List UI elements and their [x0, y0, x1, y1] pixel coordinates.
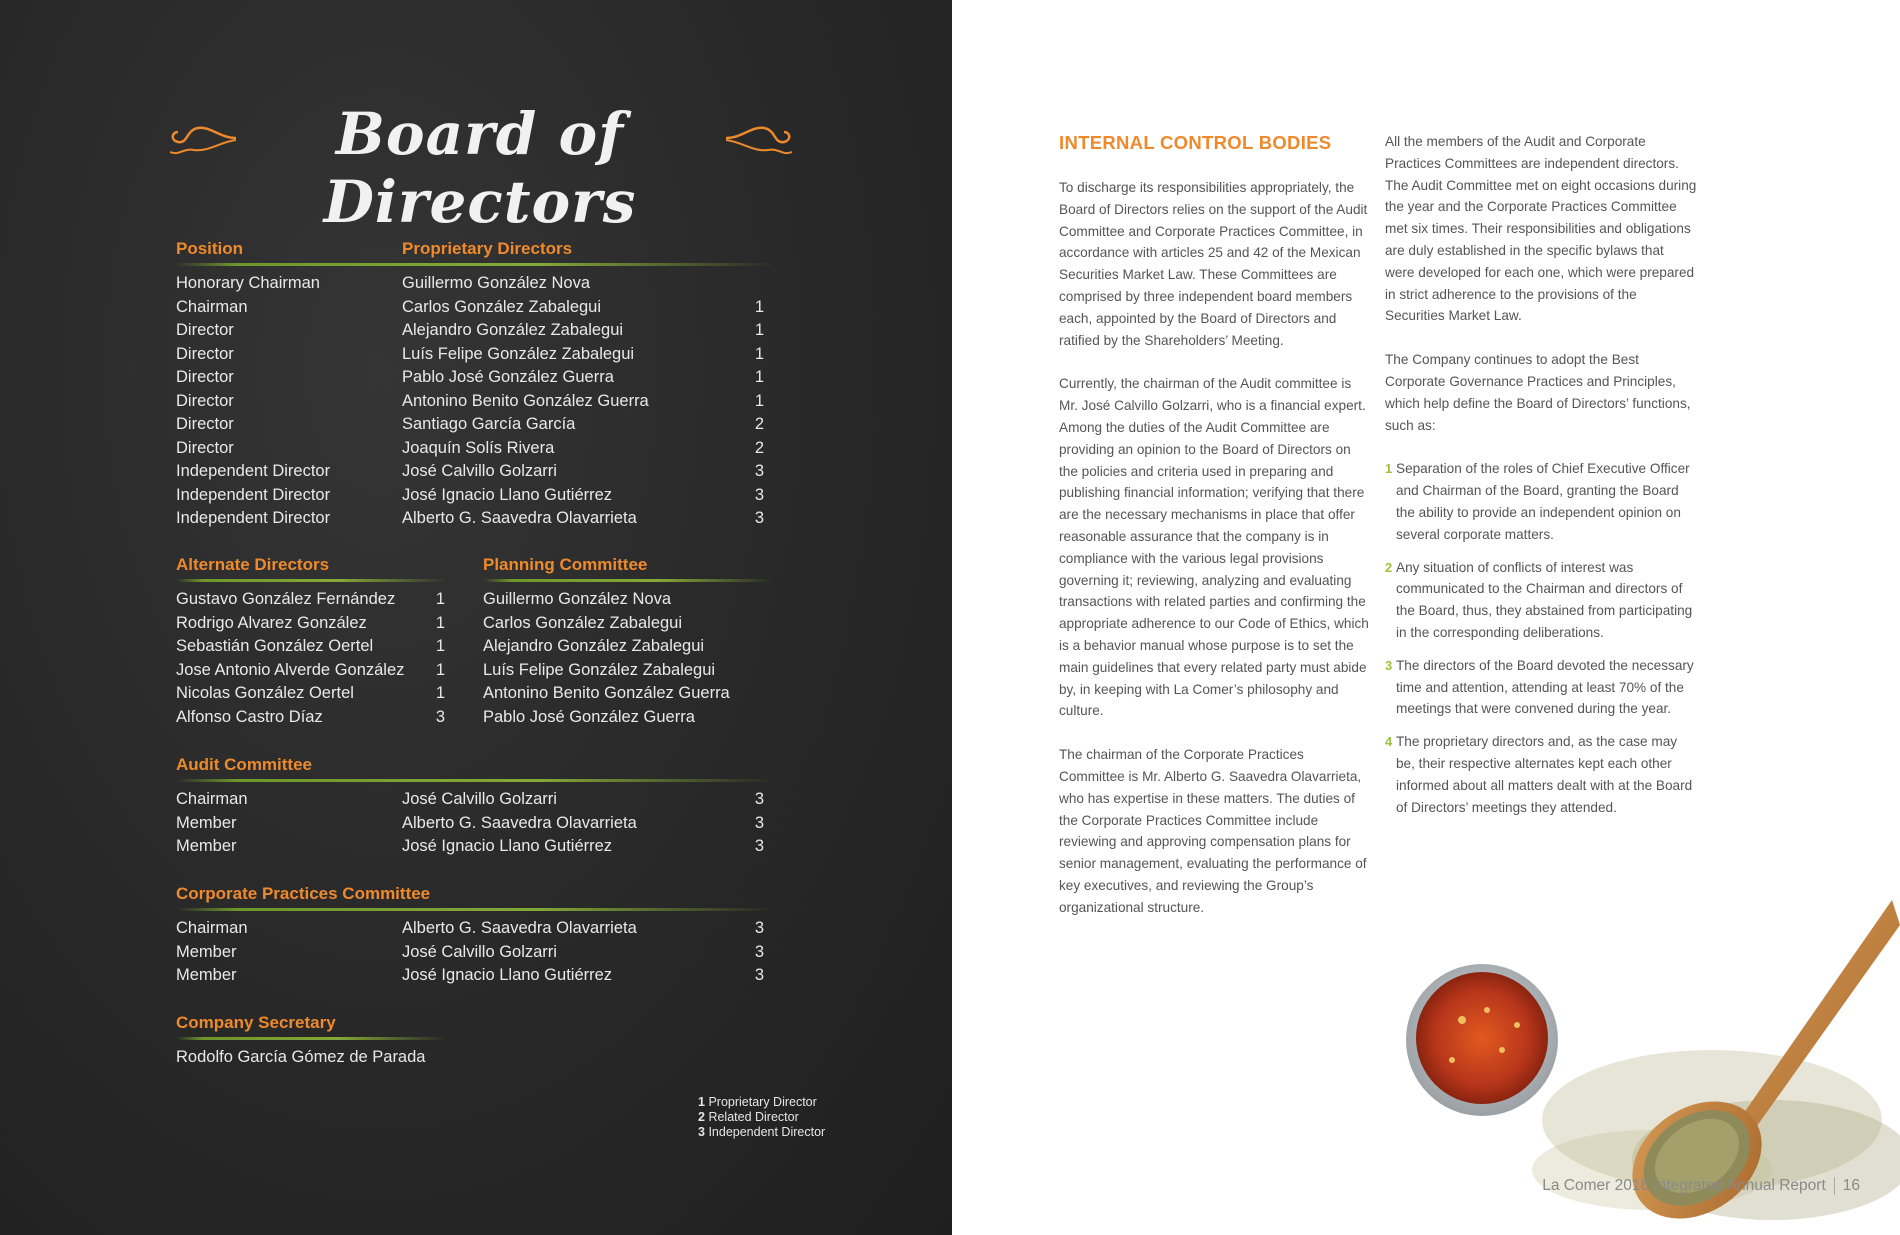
table-row — [176, 413, 776, 437]
table-row — [483, 706, 773, 730]
table-row — [176, 507, 776, 531]
proprietary-directors-header: Proprietary Directors — [402, 239, 573, 258]
list-item: 4 The proprietary directors and, as the case may be, their respective alternates kept each other informed about all matters dealt with at the Board of Directors’ meetings they attended. — [1385, 734, 1693, 815]
section-rule — [176, 263, 776, 266]
position-cell: Honorary Chairman — [176, 274, 320, 292]
director-type-code: 1 — [435, 590, 445, 608]
section-rule — [483, 579, 773, 582]
table-row — [483, 588, 773, 612]
report-name: La Comer 2018 Integrated Annual Report — [1542, 1177, 1826, 1195]
director-type-code: 3 — [754, 485, 764, 504]
alternate-directors-header: Alternate Directors — [176, 555, 330, 574]
table-row — [483, 635, 773, 659]
director-name-cell: Pablo José González Guerra — [402, 368, 614, 386]
director-name-cell: Luís Felipe González Zabalegui — [402, 344, 635, 363]
left-swirl-ornament — [160, 118, 238, 160]
director-type-code: 1 — [435, 660, 445, 679]
position-cell: Director — [176, 368, 234, 386]
director-type-code: 1 — [754, 344, 764, 363]
director-type-code: 1 — [754, 368, 764, 386]
member-name-cell: Pablo José González Guerra — [483, 707, 695, 726]
position-cell: Independent Director — [176, 485, 331, 504]
text-column-2 — [1385, 131, 1697, 829]
section-title: INTERNAL CONTROL BODIES — [1059, 132, 1332, 153]
position-cell: Director — [176, 438, 234, 457]
table-row — [176, 437, 776, 461]
director-name-cell: Sebastián González Oertel — [176, 637, 374, 655]
section-rule — [176, 779, 776, 782]
director-name-cell: Jose Antonio Alverde González — [176, 660, 405, 679]
table-row — [176, 484, 776, 508]
page-title: Board of Directors — [323, 100, 637, 236]
director-name-cell: Nicolas González Oertel — [176, 684, 354, 702]
director-type-code: 3 — [435, 707, 445, 726]
member-name-cell: José Calvillo Golzarri — [402, 942, 557, 961]
list-item: 1 Separation of the roles of Chief Executive Officer and Chairman of the Board, granting the Board the ability to provide an independent opinion on several corporate matters. — [1385, 461, 1690, 542]
table-row — [176, 612, 456, 636]
alternate-directors-section — [176, 553, 456, 729]
table-row — [176, 343, 776, 367]
member-name-cell: José Ignacio Llano Gutiérrez — [402, 966, 613, 984]
position-cell: Member — [176, 837, 237, 855]
member-name-cell: José Ignacio Llano Gutiérrez — [402, 837, 613, 855]
planning-committee-header: Planning Committee — [483, 555, 648, 574]
member-name-cell: José Calvillo Golzarri — [402, 790, 557, 808]
director-name-cell: Alberto G. Saavedra Olavarrieta — [402, 509, 637, 527]
position-cell: Member — [176, 942, 237, 961]
table-row — [176, 917, 776, 941]
paragraph: All the members of the Audit and Corporate Practices Committees are independent directors. The Audit Committee met on eight occasions during the year and the Corporate Practices Committee met six times. Their responsibilities and obligations are duly established in the specific bylaws that were developed for each one, which were prepared in strict adherence to the provisions of the Securities Market Law. — [1385, 134, 1697, 324]
director-name-cell: Carlos González Zabalegui — [402, 297, 602, 316]
page-number: 16 — [1842, 1177, 1860, 1195]
company-secretary-section — [176, 1011, 456, 1070]
director-type-code: 3 — [754, 837, 764, 855]
member-name-cell: Antonino Benito González Guerra — [483, 684, 730, 702]
director-type-code: 1 — [435, 684, 445, 702]
table-row — [176, 964, 776, 988]
director-type-code: 2 — [754, 415, 764, 433]
table-row — [176, 788, 776, 812]
director-name-cell: Gustavo González Fernández — [176, 590, 396, 608]
paragraph: Currently, the chairman of the Audit committee is Mr. José Calvillo Golzarri, who is a financial expert. Among the duties of the Audit Committee are providing an opinion to the Board of Directors on the policies and criteria used in preparing and publishing financial information; verifying that there are the necessary mechanisms in place that offer reasonable assurance that the company is in compliance with the various legal provisions governing it; reviewing, analyzing and evaluating transactions with related parties and confirming the appropriate adherence to our Code of Ethics, which is a behavior manual whose purpose is to set the main guidelines that every related party must abide by, in keeping with La Comer’s philosophy and culture. — [1059, 376, 1369, 719]
table-row — [176, 635, 456, 659]
section-rule — [176, 908, 776, 911]
director-name-cell: Antonino Benito González Guerra — [402, 391, 649, 410]
position-cell: Chairman — [176, 790, 248, 808]
director-type-code: 3 — [754, 462, 764, 480]
table-row — [176, 588, 456, 612]
table-row — [176, 390, 776, 414]
position-header: Position — [176, 239, 244, 258]
member-name-cell: Luís Felipe González Zabalegui — [483, 660, 716, 679]
table-row — [176, 272, 776, 296]
director-name-cell: Joaquín Solís Rivera — [402, 438, 555, 457]
member-name-cell: Guillermo González Nova — [483, 590, 671, 608]
director-type-code: 1 — [754, 391, 764, 410]
table-row — [483, 682, 773, 706]
position-cell: Member — [176, 813, 237, 832]
right-page — [952, 0, 1900, 1235]
director-type-code: 3 — [754, 966, 764, 984]
legend-item: 3 Independent Director — [698, 1125, 826, 1139]
spices-photo — [1352, 830, 1900, 1235]
table-row — [176, 296, 776, 320]
planning-committee-section — [483, 553, 773, 729]
section-rule — [176, 1037, 446, 1040]
table-row — [176, 460, 776, 484]
table-row — [176, 941, 776, 965]
text-column-1 — [1059, 131, 1369, 941]
director-name-cell: Rodrigo Alvarez González — [176, 613, 367, 632]
director-type-code: 1 — [435, 613, 445, 632]
table-row — [176, 319, 776, 343]
director-type-code: 2 — [754, 438, 764, 457]
position-cell: Independent Director — [176, 509, 331, 527]
director-name-cell: Santiago García García — [402, 415, 576, 433]
list-item: 2 Any situation of conflicts of interest was communicated to the Chairman and directors of the Board, thus, they abstained from participating in the corresponding deliberations. — [1385, 559, 1693, 640]
position-cell: Director — [176, 415, 234, 433]
page-footer — [1542, 1177, 1860, 1195]
corporate-practices-header: Corporate Practices Committee — [176, 884, 431, 903]
table-row — [176, 366, 776, 390]
table-row — [176, 682, 456, 706]
legend-item: 2 Related Director — [698, 1110, 799, 1124]
director-name-cell: Alfonso Castro Díaz — [176, 707, 323, 726]
director-type-code: 1 — [754, 321, 764, 339]
legend-item: 1 Proprietary Director — [698, 1095, 817, 1109]
paragraph: The chairman of the Corporate Practices Committee is Mr. Alberto G. Saavedra Olavarrieta, who has expertise in these matters. The duties of the Corporate Practices Committee include reviewing and approving compensation plans for senior management, evaluating the performance of key executives, and reviewing the Group’s organizational structure. — [1059, 747, 1367, 915]
director-type-code: 3 — [754, 942, 764, 961]
table-row — [483, 612, 773, 636]
position-cell: Director — [176, 391, 234, 410]
position-cell: Independent Director — [176, 462, 331, 480]
footnote-legend — [698, 1095, 825, 1140]
table-row — [176, 835, 776, 859]
audit-committee-header: Audit Committee — [176, 755, 312, 774]
director-name-cell: José Ignacio Llano Gutiérrez — [402, 485, 613, 504]
director-name-cell: Guillermo González Nova — [402, 274, 590, 292]
footer-divider — [1834, 1177, 1835, 1195]
position-cell: Chairman — [176, 919, 248, 937]
proprietary-directors-section — [176, 237, 776, 531]
director-type-code: 1 — [754, 297, 764, 316]
company-secretary-header: Company Secretary — [176, 1013, 336, 1032]
position-cell: Member — [176, 966, 237, 984]
director-type-code: 3 — [754, 509, 764, 527]
position-cell: Chairman — [176, 297, 248, 316]
corporate-practices-section — [176, 882, 776, 988]
position-cell: Director — [176, 321, 234, 339]
secretary-name: Rodolfo García Gómez de Parada — [176, 1048, 426, 1066]
list-item: 3 The directors of the Board devoted the necessary time and attention, attending at least 70% of the meetings that were convened during the year. — [1385, 657, 1694, 717]
director-name-cell: Alejandro González Zabalegui — [402, 321, 624, 339]
section-rule — [176, 579, 446, 582]
member-name-cell: Alejandro González Zabalegui — [483, 637, 705, 655]
director-type-code: 3 — [754, 813, 764, 832]
member-name-cell: Carlos González Zabalegui — [483, 613, 683, 632]
director-type-code: 3 — [754, 790, 764, 808]
table-row — [483, 659, 773, 683]
director-type-code: 3 — [754, 919, 764, 937]
table-row — [176, 812, 776, 836]
director-name-cell: José Calvillo Golzarri — [402, 462, 557, 480]
position-cell: Director — [176, 344, 234, 363]
table-row — [176, 706, 456, 730]
audit-committee-section — [176, 753, 776, 859]
right-swirl-ornament — [724, 118, 802, 160]
table-row — [176, 659, 456, 683]
member-name-cell: Alberto G. Saavedra Olavarrieta — [402, 813, 637, 832]
paragraph: The Company continues to adopt the Best Corporate Governance Practices and Principles, which help define the Board of Directors’ functions, such as: — [1385, 352, 1691, 433]
director-type-code: 1 — [435, 637, 445, 655]
paragraph: To discharge its responsibilities appropriately, the Board of Directors relies on the support of the Audit Committee and Corporate Practices Committee, in accordance with articles 25 and 42 of the Mexican Securities Market Law. These Committees are comprised by three independent board members each, appointed by the Board of Directors and ratified by the Shareholders’ Meeting. — [1059, 180, 1368, 348]
member-name-cell: Alberto G. Saavedra Olavarrieta — [402, 919, 637, 937]
